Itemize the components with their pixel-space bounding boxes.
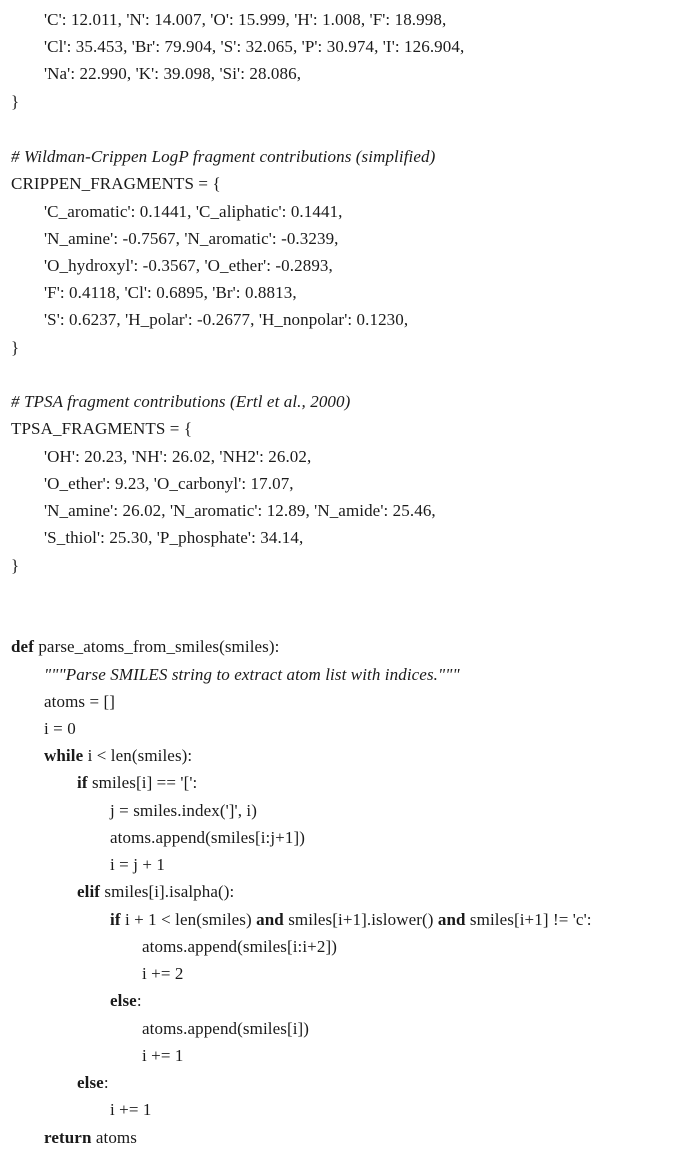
code-line [142, 933, 337, 960]
code-text: : [103, 1073, 109, 1092]
code-text: i += 1 [110, 1100, 152, 1119]
code-text: 'C': 12.011, 'N': 14.007, 'O': 15.999, 'H': 1.008, 'F': 18.998, [44, 10, 447, 29]
closing-brace: } [11, 92, 20, 111]
code-text: atoms = [] [44, 692, 116, 711]
code-text: 'S_thiol': 25.30, 'P_phosphate': 34.14, [44, 528, 304, 547]
code-line [142, 960, 184, 987]
code-line [44, 742, 192, 769]
code-line [44, 33, 464, 60]
keyword-else: else [77, 1073, 104, 1092]
code-line [77, 769, 197, 796]
code-line [44, 198, 343, 225]
keyword-return: return [44, 1128, 92, 1147]
closing-brace: } [11, 338, 20, 357]
code-line [142, 1042, 184, 1069]
keyword-else: else [110, 991, 137, 1010]
code-text: i < len(smiles): [83, 746, 193, 765]
code-line [110, 824, 305, 851]
code-text: 'C_aromatic': 0.1441, 'C_aliphatic': 0.1441, [44, 202, 343, 221]
code-text: j = smiles.index(']', i) [110, 801, 258, 820]
code-line [11, 170, 221, 197]
code-text: atoms [91, 1128, 137, 1147]
code-line [110, 987, 142, 1014]
comment-text: # Wildman-Crippen LogP fragment contributions (simplified) [11, 147, 436, 166]
code-line [44, 1124, 137, 1151]
code-line [44, 470, 294, 497]
keyword-and: and [256, 910, 284, 929]
keyword-if: if [77, 773, 88, 792]
code-comment [11, 388, 350, 415]
code-text: 'Cl': 35.453, 'Br': 79.904, 'S': 32.065, 'P': 30.974, 'I': 126.904, [44, 37, 465, 56]
code-line [11, 88, 19, 115]
code-text: 'O_ether': 9.23, 'O_carbonyl': 17.07, [44, 474, 294, 493]
code-text: 'S': 0.6237, 'H_polar': -0.2677, 'H_nonpolar': 0.1230, [44, 310, 409, 329]
code-text: TPSA_FRAGMENTS = { [11, 419, 193, 438]
code-line [44, 715, 76, 742]
code-text: smiles[i] == '[': [87, 773, 198, 792]
code-line [11, 334, 19, 361]
code-line [110, 906, 592, 933]
code-text: i += 1 [142, 1046, 184, 1065]
code-text: 'N_amine': 26.02, 'N_aromatic': 12.89, 'N_amide': 25.46, [44, 501, 436, 520]
code-line [44, 252, 333, 279]
code-text: smiles[i+1].islower() [283, 910, 438, 929]
code-text: i += 2 [142, 964, 184, 983]
code-line [11, 633, 279, 660]
code-text: 'Na': 22.990, 'K': 39.098, 'Si': 28.086, [44, 64, 302, 83]
code-text: 'F': 0.4118, 'Cl': 0.6895, 'Br': 0.8813, [44, 283, 297, 302]
code-line [44, 497, 436, 524]
keyword-elif: elif [77, 882, 101, 901]
code-comment [11, 143, 435, 170]
closing-brace: } [11, 556, 20, 575]
code-text: 'O_hydroxyl': -0.3567, 'O_ether': -0.2893, [44, 256, 333, 275]
code-line [44, 688, 115, 715]
code-line [44, 60, 301, 87]
code-line [44, 443, 311, 470]
code-text: CRIPPEN_FRAGMENTS = { [11, 174, 221, 193]
code-text: smiles[i].isalpha(): [100, 882, 235, 901]
code-line [110, 797, 257, 824]
code-line [44, 306, 408, 333]
code-text: smiles[i+1] != 'c': [465, 910, 592, 929]
keyword-def: def [11, 637, 34, 656]
code-line [142, 1015, 309, 1042]
code-line [44, 6, 446, 33]
code-text: atoms.append(smiles[i:j+1]) [110, 828, 305, 847]
code-text: i = 0 [44, 719, 76, 738]
code-text: atoms.append(smiles[i]) [142, 1019, 310, 1038]
code-text: 'OH': 20.23, 'NH': 26.02, 'NH2': 26.02, [44, 447, 312, 466]
code-text: : [136, 991, 142, 1010]
code-line [11, 415, 192, 442]
code-line [110, 1096, 152, 1123]
keyword-while: while [44, 746, 84, 765]
code-text: i + 1 < len(smiles) [120, 910, 257, 929]
code-line [44, 279, 297, 306]
code-line [77, 1069, 109, 1096]
comment-text: # TPSA fragment contributions (Ertl et al., 2000) [11, 392, 351, 411]
code-line [44, 524, 303, 551]
code-line [11, 552, 19, 579]
docstring [44, 661, 460, 688]
code-line [77, 878, 234, 905]
code-line [44, 225, 339, 252]
code-line [110, 851, 165, 878]
code-text: 'N_amine': -0.7567, 'N_aromatic': -0.3239, [44, 229, 339, 248]
docstring-text: """Parse SMILES string to extract atom list with indices.""" [44, 665, 460, 684]
code-text: i = j + 1 [110, 855, 166, 874]
function-signature: parse_atoms_from_smiles(smiles): [33, 637, 280, 656]
keyword-if: if [110, 910, 121, 929]
keyword-and: and [437, 910, 466, 929]
code-text: atoms.append(smiles[i:i+2]) [142, 937, 337, 956]
